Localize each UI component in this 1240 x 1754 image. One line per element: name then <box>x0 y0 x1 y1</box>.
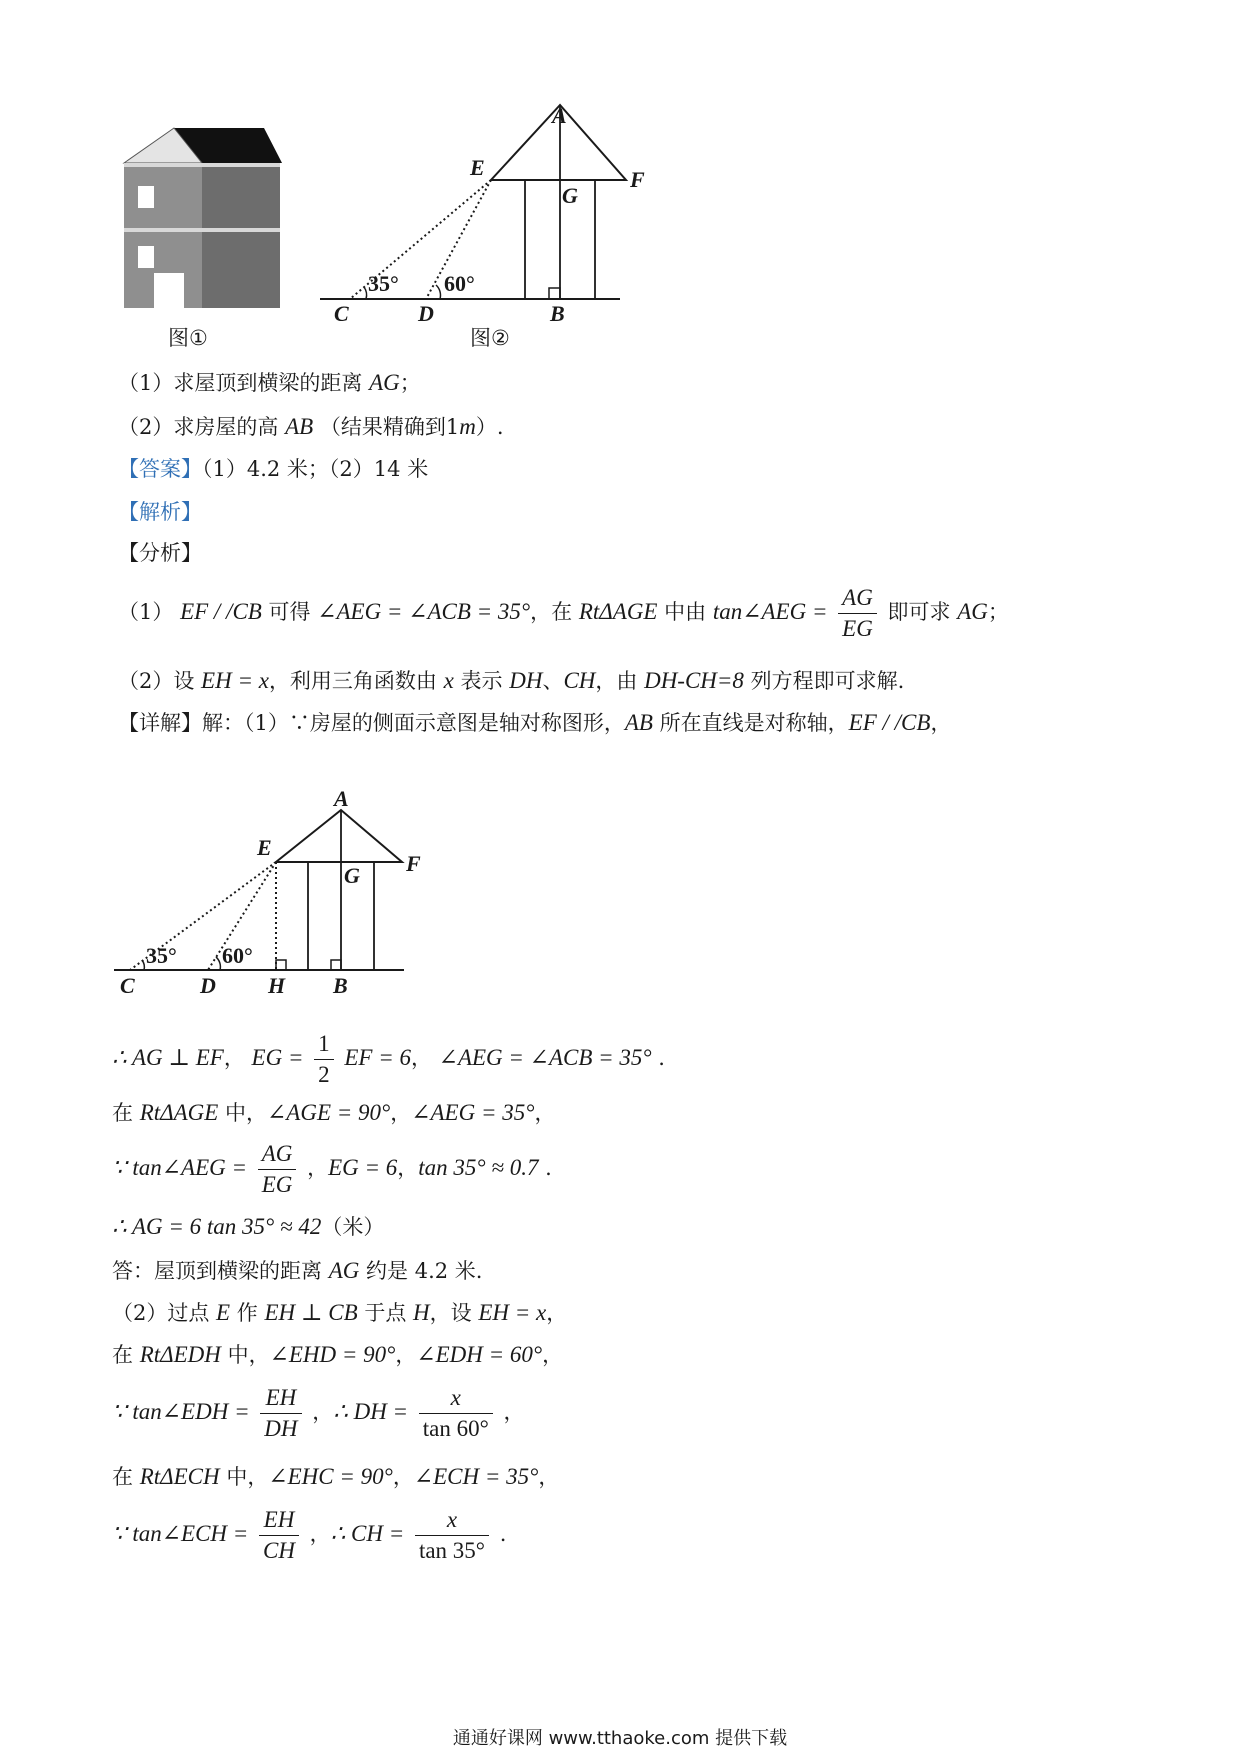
fig2-angle-60: 60° <box>444 271 475 296</box>
fraction-ag-eg-2: $\frac{AG}{EG}$ <box>258 1139 297 1200</box>
fig3-angle-60: 60° <box>222 943 253 968</box>
fig3-label-f: F <box>406 851 421 876</box>
detail-line-10: ∵ tan∠ECH = $\frac{EH}{CH}$ ，∴ CH = $\frac{x}{\tan 35^\circ}$ . <box>112 1504 506 1566</box>
detail-label: 【详解】 <box>118 711 202 735</box>
answer-label: 【答案】 <box>118 457 202 481</box>
figure-2-caption: 图② <box>470 326 510 350</box>
fig2-label-b: B <box>550 301 565 326</box>
detail-line-5: 答：屋顶到横梁的距离 AG 约是 4.2 米. <box>112 1258 483 1283</box>
fig3-label-b: B <box>333 973 348 998</box>
detail-line-3: ∵ tan∠AEG = $\frac{AG}{EG}$ ，EG = 6，tan 35° ≈ 0.7 . <box>112 1138 552 1200</box>
figure-2-diagram <box>320 105 660 325</box>
figure-1-caption: 图① <box>168 326 208 350</box>
detail-line-7: 在 RtΔEDH 中，∠EHD = 90°，∠EDH = 60°， <box>112 1342 564 1367</box>
fig3-angle-35: 35° <box>146 943 177 968</box>
footer-source: 通通好课网 www.tthaoke.com 提供下载 <box>452 1728 788 1749</box>
analysis-1: （1） EF / /CB 可得 ∠AEG = ∠ACB = 35°，在 RtΔAGE 中由 tan∠AEG = $\frac{AG}{EG}$ 即可求 AG； <box>118 582 1009 644</box>
fig2-label-f: F <box>630 167 645 192</box>
fig2-label-a: A <box>552 103 567 128</box>
fig2-label-d: D <box>418 301 434 326</box>
detail-line-6: （2）过点 E 作 EH ⊥ CB 于点 H，设 EH = x， <box>112 1300 568 1325</box>
detail-line-1: ∴ AG ⊥ EF， EG = $\frac{1}{2}$ EF = 6， ∠AEG = ∠ACB = 35° . <box>112 1028 665 1090</box>
detail-line-9: 在 RtΔECH 中，∠EHC = 90°，∠ECH = 35°， <box>112 1464 560 1489</box>
fraction-ag-eg: $\frac{AG}{EG}$ <box>838 583 877 644</box>
house-photo-figure <box>124 118 282 308</box>
figure-3-diagram <box>112 786 432 1010</box>
fraction-x-tan35: $\frac{x}{\tan 35^\circ}$ <box>415 1505 489 1566</box>
jiexi-label: 【解析】 <box>118 500 202 524</box>
fig3-label-c: C <box>120 973 135 998</box>
fraction-one-half: $\frac{1}{2}$ <box>314 1029 334 1090</box>
fraction-eh-ch: $\frac{EH}{CH}$ <box>259 1505 299 1566</box>
question-1: （1）求屋顶到横梁的距离 AG； <box>118 370 421 395</box>
detail-line-4: ∴ AG = 6 tan 35° ≈ 42（米） <box>112 1214 385 1239</box>
fraction-x-tan60: $\frac{x}{\tan 60^\circ}$ <box>419 1383 493 1444</box>
detail-intro: 【详解】解：（1）∵房屋的侧面示意图是轴对称图形，AB 所在直线是对称轴，EF / /CB， <box>118 710 952 735</box>
fig2-angle-35: 35° <box>368 271 399 296</box>
fig3-label-d: D <box>200 973 216 998</box>
answer-line: 【答案】（1）4.2 米；（2）14 米 <box>118 457 429 481</box>
fig2-label-g: G <box>562 183 578 208</box>
fig2-label-e: E <box>470 155 485 180</box>
fenxi-label: 【分析】 <box>118 541 202 565</box>
question-2: （2）求房屋的高 AB （结果精确到1m）. <box>118 414 504 439</box>
detail-line-8: ∵ tan∠EDH = $\frac{EH}{DH}$ ，∴ DH = $\frac{x}{\tan 60^\circ}$ ， <box>112 1382 525 1444</box>
fig2-label-c: C <box>334 301 349 326</box>
fig3-label-h: H <box>268 973 286 998</box>
analysis-2: （2）设 EH = x，利用三角函数由 x 表示 DH、CH，由 DH-CH=8 列方程即可求解. <box>118 668 905 693</box>
fig3-label-a: A <box>334 786 349 811</box>
fig3-label-g: G <box>344 863 360 888</box>
house-illustration <box>124 118 282 308</box>
detail-line-2: 在 RtΔAGE 中，∠AGE = 90°，∠AEG = 35°， <box>112 1100 556 1125</box>
fraction-eh-dh: $\frac{EH}{DH}$ <box>260 1383 301 1444</box>
fig3-label-e: E <box>257 835 272 860</box>
